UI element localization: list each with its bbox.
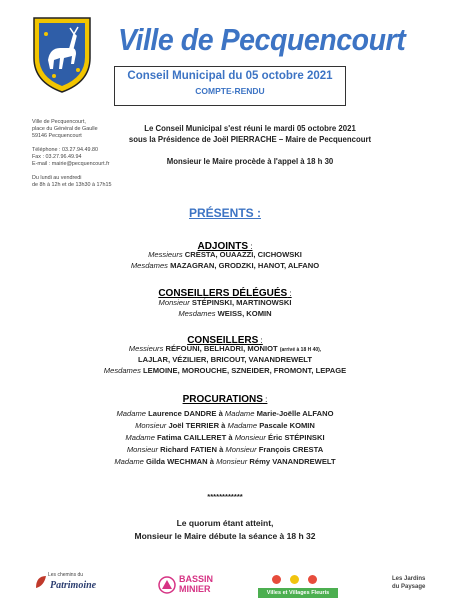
procurations-heading: [0, 389, 450, 407]
title-prefix: Monsieur: [126, 445, 159, 454]
conseillers-delegues-label: CONSEILLERS DÉLÉGUÉS: [158, 288, 288, 299]
flowers-icon: [264, 573, 334, 587]
procuration-item: [0, 433, 450, 442]
names: CRESTA, OUAAZZI, CICHOWSKI: [182, 250, 302, 259]
logo-jardins-paysage: [392, 576, 448, 598]
conseillers-colon: :: [258, 336, 263, 345]
conseillers-line: LAJLAR, VÉZILIER, BRICOUT, VANANDREWELT: [138, 355, 312, 364]
conseillers-line: [0, 344, 450, 353]
names: Fatima CAILLERET à: [154, 433, 235, 442]
contact-line: 59146 Pecquencourt: [32, 133, 82, 139]
procuration-item: [0, 457, 450, 466]
procuration-item: [0, 445, 450, 454]
names: WEISS, KOMIN: [215, 309, 272, 318]
title-prefix: Monsieur: [234, 433, 266, 442]
leaf-icon: [34, 574, 48, 590]
contact-hours: Du lundi au vendredi: [32, 175, 82, 181]
conseillers-delegues-colon: :: [287, 289, 292, 298]
title-prefix: Messieurs: [128, 344, 164, 353]
document-type: COMPTE-RENDU: [195, 86, 265, 96]
names: RÉFOUNI, BELHADRI, MONIOT: [163, 344, 280, 353]
procuration-item: [0, 409, 450, 418]
logo-chemins-patrimoine: [34, 572, 124, 598]
names: LEMOINE, MOROUCHE, SZNEIDER, FROMONT, LEPAGE: [140, 366, 347, 375]
closing-line: Monsieur le Maire débute la séance à 18 h 32: [134, 531, 316, 541]
title-prefix: Monsieur: [216, 457, 248, 466]
adjoints-label: ADJOINTS: [197, 241, 249, 252]
names: François CRESTA: [256, 445, 324, 454]
contact-fax: Fax : 03.27.96.49.94: [32, 154, 82, 160]
contact-email[interactable]: E-mail : mairie@pecquencourt.fr: [32, 161, 110, 167]
adjoints-colon: :: [248, 242, 253, 251]
names: Joël TERRIER à: [166, 421, 228, 430]
logo-villes-villages-fleuris: [258, 573, 338, 599]
title-prefix: Madame: [114, 457, 144, 466]
presents-heading: PRÉSENTS :: [188, 206, 261, 220]
conseillers-delegues-line: [0, 298, 450, 307]
conseillers-delegues-line: [0, 309, 450, 318]
closing-line: Le quorum étant atteint,: [176, 518, 274, 528]
logo-text: Les chemins du: [48, 572, 84, 578]
title-prefix: Monsieur: [135, 421, 167, 430]
logo-text: BASSIN: [179, 574, 214, 584]
separator: ************: [207, 492, 243, 501]
meeting-title: Conseil Municipal du 05 octobre 2021: [127, 70, 333, 82]
title-prefix: Monsieur: [225, 445, 257, 454]
names: MAZAGRAN, GRODZKI, HANOT, ALFANO: [167, 261, 320, 270]
title-prefix: Madame: [116, 409, 146, 418]
title-prefix: Monsieur: [158, 298, 190, 307]
procurations-label: PROCURATIONS: [182, 394, 263, 405]
conseillers-label: CONSEILLERS: [187, 335, 259, 346]
title-prefix: Madame: [125, 433, 155, 442]
names: Éric STÉPINSKI: [265, 433, 325, 442]
logo-text: Les Jardins: [392, 576, 426, 582]
names: Marie-Joëlle ALFANO: [254, 409, 334, 418]
meeting-title-box: [114, 66, 346, 106]
names: Gilda WECHMAN à: [143, 457, 217, 466]
heritage-icon: [158, 576, 176, 594]
names: STÉPINSKI, MARTINOWSKI: [189, 298, 292, 307]
arrival-note: (arrivé à 18 H 40),: [279, 347, 322, 353]
logo-text: Villes et Villages Fleuris: [258, 588, 338, 598]
names: Pascale KOMIN: [257, 421, 315, 430]
contact-hours: de 8h à 12h et de 13h30 à 17h15: [32, 182, 112, 188]
names: Laurence DANDRE à: [146, 409, 225, 418]
title-prefix: Madame: [224, 409, 255, 418]
names: Richard FATIEN à: [158, 445, 226, 454]
title-prefix: Mesdames: [178, 309, 216, 318]
title-prefix: Madame: [227, 421, 258, 430]
town-crest-logo: [30, 14, 94, 94]
intro-line: sous la Présidence de Joël PIERRACHE – Maire de Pecquencourt: [128, 135, 372, 144]
logo-text: MINIER: [179, 584, 211, 594]
contact-line: place du Général de Gaulle: [32, 126, 98, 132]
contact-phone: Téléphone : 03.27.94.49.80: [32, 147, 98, 153]
intro-line: Monsieur le Maire procède à l'appel à 18 h 30: [166, 157, 334, 166]
intro-line: Le Conseil Municipal s'est réuni le mardi 05 octobre 2021: [144, 124, 356, 133]
procuration-item: [0, 421, 450, 430]
contact-line: Ville de Pecquencourt,: [32, 119, 86, 125]
names: Rémy VANANDREWELT: [247, 457, 336, 466]
logo-text: Patrimoine: [50, 580, 97, 591]
adjoints-line: [0, 250, 450, 259]
adjoints-line: [0, 261, 450, 270]
title-prefix: Messieurs: [148, 250, 183, 259]
title-prefix: Mesdames: [103, 366, 141, 375]
conseillers-line: [0, 366, 450, 375]
logo-bassin-minier: [158, 572, 228, 600]
logo-text: du Paysage: [392, 584, 426, 590]
town-title: Ville de Pecquencourt: [118, 22, 406, 57]
title-prefix: Mesdames: [130, 261, 168, 270]
procurations-colon: :: [262, 395, 268, 404]
